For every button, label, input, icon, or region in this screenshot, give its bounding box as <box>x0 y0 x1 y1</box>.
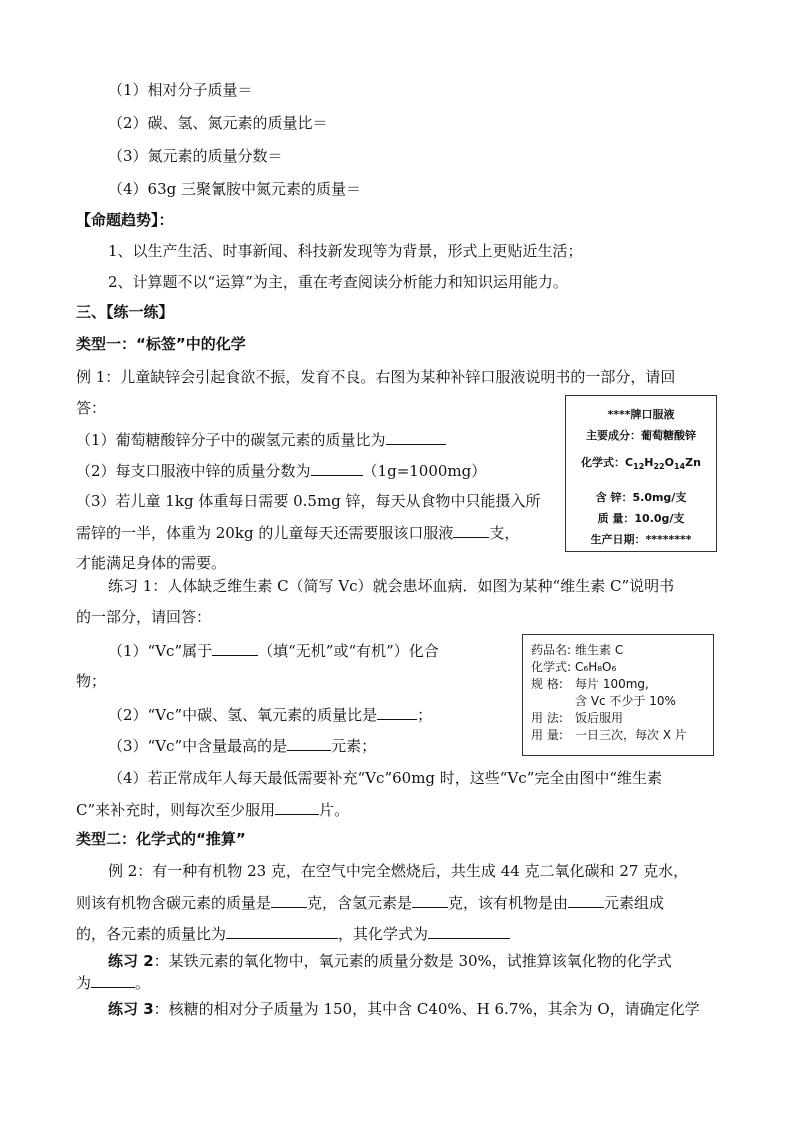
practice1-label: 练习 1：人体缺乏维生素 C（简写 Vc）就会患坏血病．如图为某种“维生素 C”说明书 <box>108 577 675 595</box>
example1-line1: 例 1：儿童缺锌会引起食欲不振，发育不良。右图为某种补锌口服液说明书的一部分，请回 <box>76 368 676 386</box>
label-date: 生产日期：******** <box>590 533 692 546</box>
label-mass: 质 量：10.0g/支 <box>597 512 685 525</box>
type1-title: 类型一：“标签”中的化学 <box>76 335 246 353</box>
trend-heading: 【命题趋势】： <box>76 211 174 229</box>
example2-line3: 的，各元素的质量比为 ，其化学式为 <box>76 923 510 944</box>
answer-blank[interactable] <box>428 923 510 939</box>
example1-q3-line1: （3）若儿童 1kg 体重每日需要 0.5mg 锌，每天从食物中只能摄入所 <box>76 492 541 510</box>
answer-blank[interactable] <box>412 892 448 908</box>
label-ingredient: 主要成分：葡萄糖酸锌 <box>586 429 696 442</box>
p1-q1: （1）“Vc”属于 （填“无机”或“有机”）化合 <box>108 642 439 660</box>
answer-blank[interactable] <box>275 799 319 815</box>
zinc-label-box <box>565 395 717 552</box>
answer-blank[interactable] <box>91 972 135 988</box>
p1-q4-line1: （4）若正常成年人每天最低需要补充“Vc”60mg 时，这些“Vc”完全由图中“维生素 <box>108 769 663 787</box>
type2-title: 类型二：化学式的“推算” <box>76 830 246 848</box>
answer-blank[interactable] <box>226 923 338 939</box>
answer-blank[interactable] <box>386 429 446 445</box>
practice2-line2: 为 。 <box>76 974 151 992</box>
label-zinc: 含 锌：5.0mg/支 <box>595 491 687 504</box>
p1-q3: （3）“Vc”中含量最高的是 元素； <box>108 737 377 755</box>
calc-item-3: （3）氮元素的质量分数＝ <box>108 147 283 165</box>
practice2-line1: 练习 2：某铁元素的氧化物中，氧元素的质量分数是 30%，试推算该氧化物的化学式 <box>108 952 672 970</box>
example1-q3-line3: 才能满足身体的需要。 <box>76 554 227 572</box>
example2-line2: 则该有机物含碳元素的质量是 克，含氢元素是 克，该有机物是由 元素组成 <box>76 894 665 912</box>
calc-item-1: （1）相对分子质量＝ <box>108 81 253 99</box>
answer-blank[interactable] <box>287 735 331 751</box>
label-formula: 化学式：$C_{12}H_{22}O_{14}Zn$ <box>581 456 701 472</box>
calc-item-2: （2）碳、氢、氮元素的质量比＝ <box>108 114 328 132</box>
p1-q2: （2）“Vc”中碳、氢、氧元素的质量比是 ； <box>108 706 433 724</box>
answer-blank[interactable] <box>453 522 489 538</box>
example1-q1: （1）葡萄糖酸锌分子中的碳氢元素的质量比为 <box>76 429 446 450</box>
answer-blank[interactable] <box>271 892 307 908</box>
answer-blank[interactable] <box>212 640 258 656</box>
p1-q4-line2: C”来补充时，则每次至少服用 片。 <box>76 801 350 819</box>
section3-title: 三、【练一练】 <box>76 303 174 321</box>
practice1-line2: 的一部分，请回答： <box>76 608 212 626</box>
vitamin-c-label-box: 药品名: 维生素 C 化学式: C₆H₈O₆ 规 格: 每片 100mg, 含 Vc 不少于 10% 用 法: 饭后服用 用 量: 一日三次，每次 X 片 <box>522 634 714 756</box>
example1-q3-line2: 需锌的一半，体重为 20kg 的儿童每天还需要服该口服液 支， <box>76 524 520 542</box>
trend-item-2: 2、计算题不以“运算”为主，重在考查阅读分析能力和知识运用能力。 <box>108 273 568 291</box>
label-title: ****牌口服液 <box>607 408 675 421</box>
example1-q2: （2）每支口服液中锌的质量分数为 （1g=1000mg） <box>76 462 487 480</box>
trend-item-1: 1、以生产生活、时事新闻、科技新发现等为背景，形式上更贴近生活； <box>108 242 583 260</box>
answer-blank[interactable] <box>311 460 363 476</box>
example2-line1: 例 2：有一种有机物 23 克，在空气中完全燃烧后，共生成 44 克二氧化碳和 27 克水， <box>108 862 689 880</box>
p1-q1-cont: 物； <box>76 672 107 690</box>
answer-blank[interactable] <box>377 704 417 720</box>
answer-blank[interactable] <box>568 892 604 908</box>
calc-item-4: （4）63g 三聚氰胺中氮元素的质量＝ <box>108 180 362 198</box>
practice3-line1: 练习 3：核糖的相对分子质量为 150，其中含 C40%、H 6.7%，其余为 O，请确定化学 <box>108 1000 700 1018</box>
example1-line2: 答： <box>76 399 107 417</box>
